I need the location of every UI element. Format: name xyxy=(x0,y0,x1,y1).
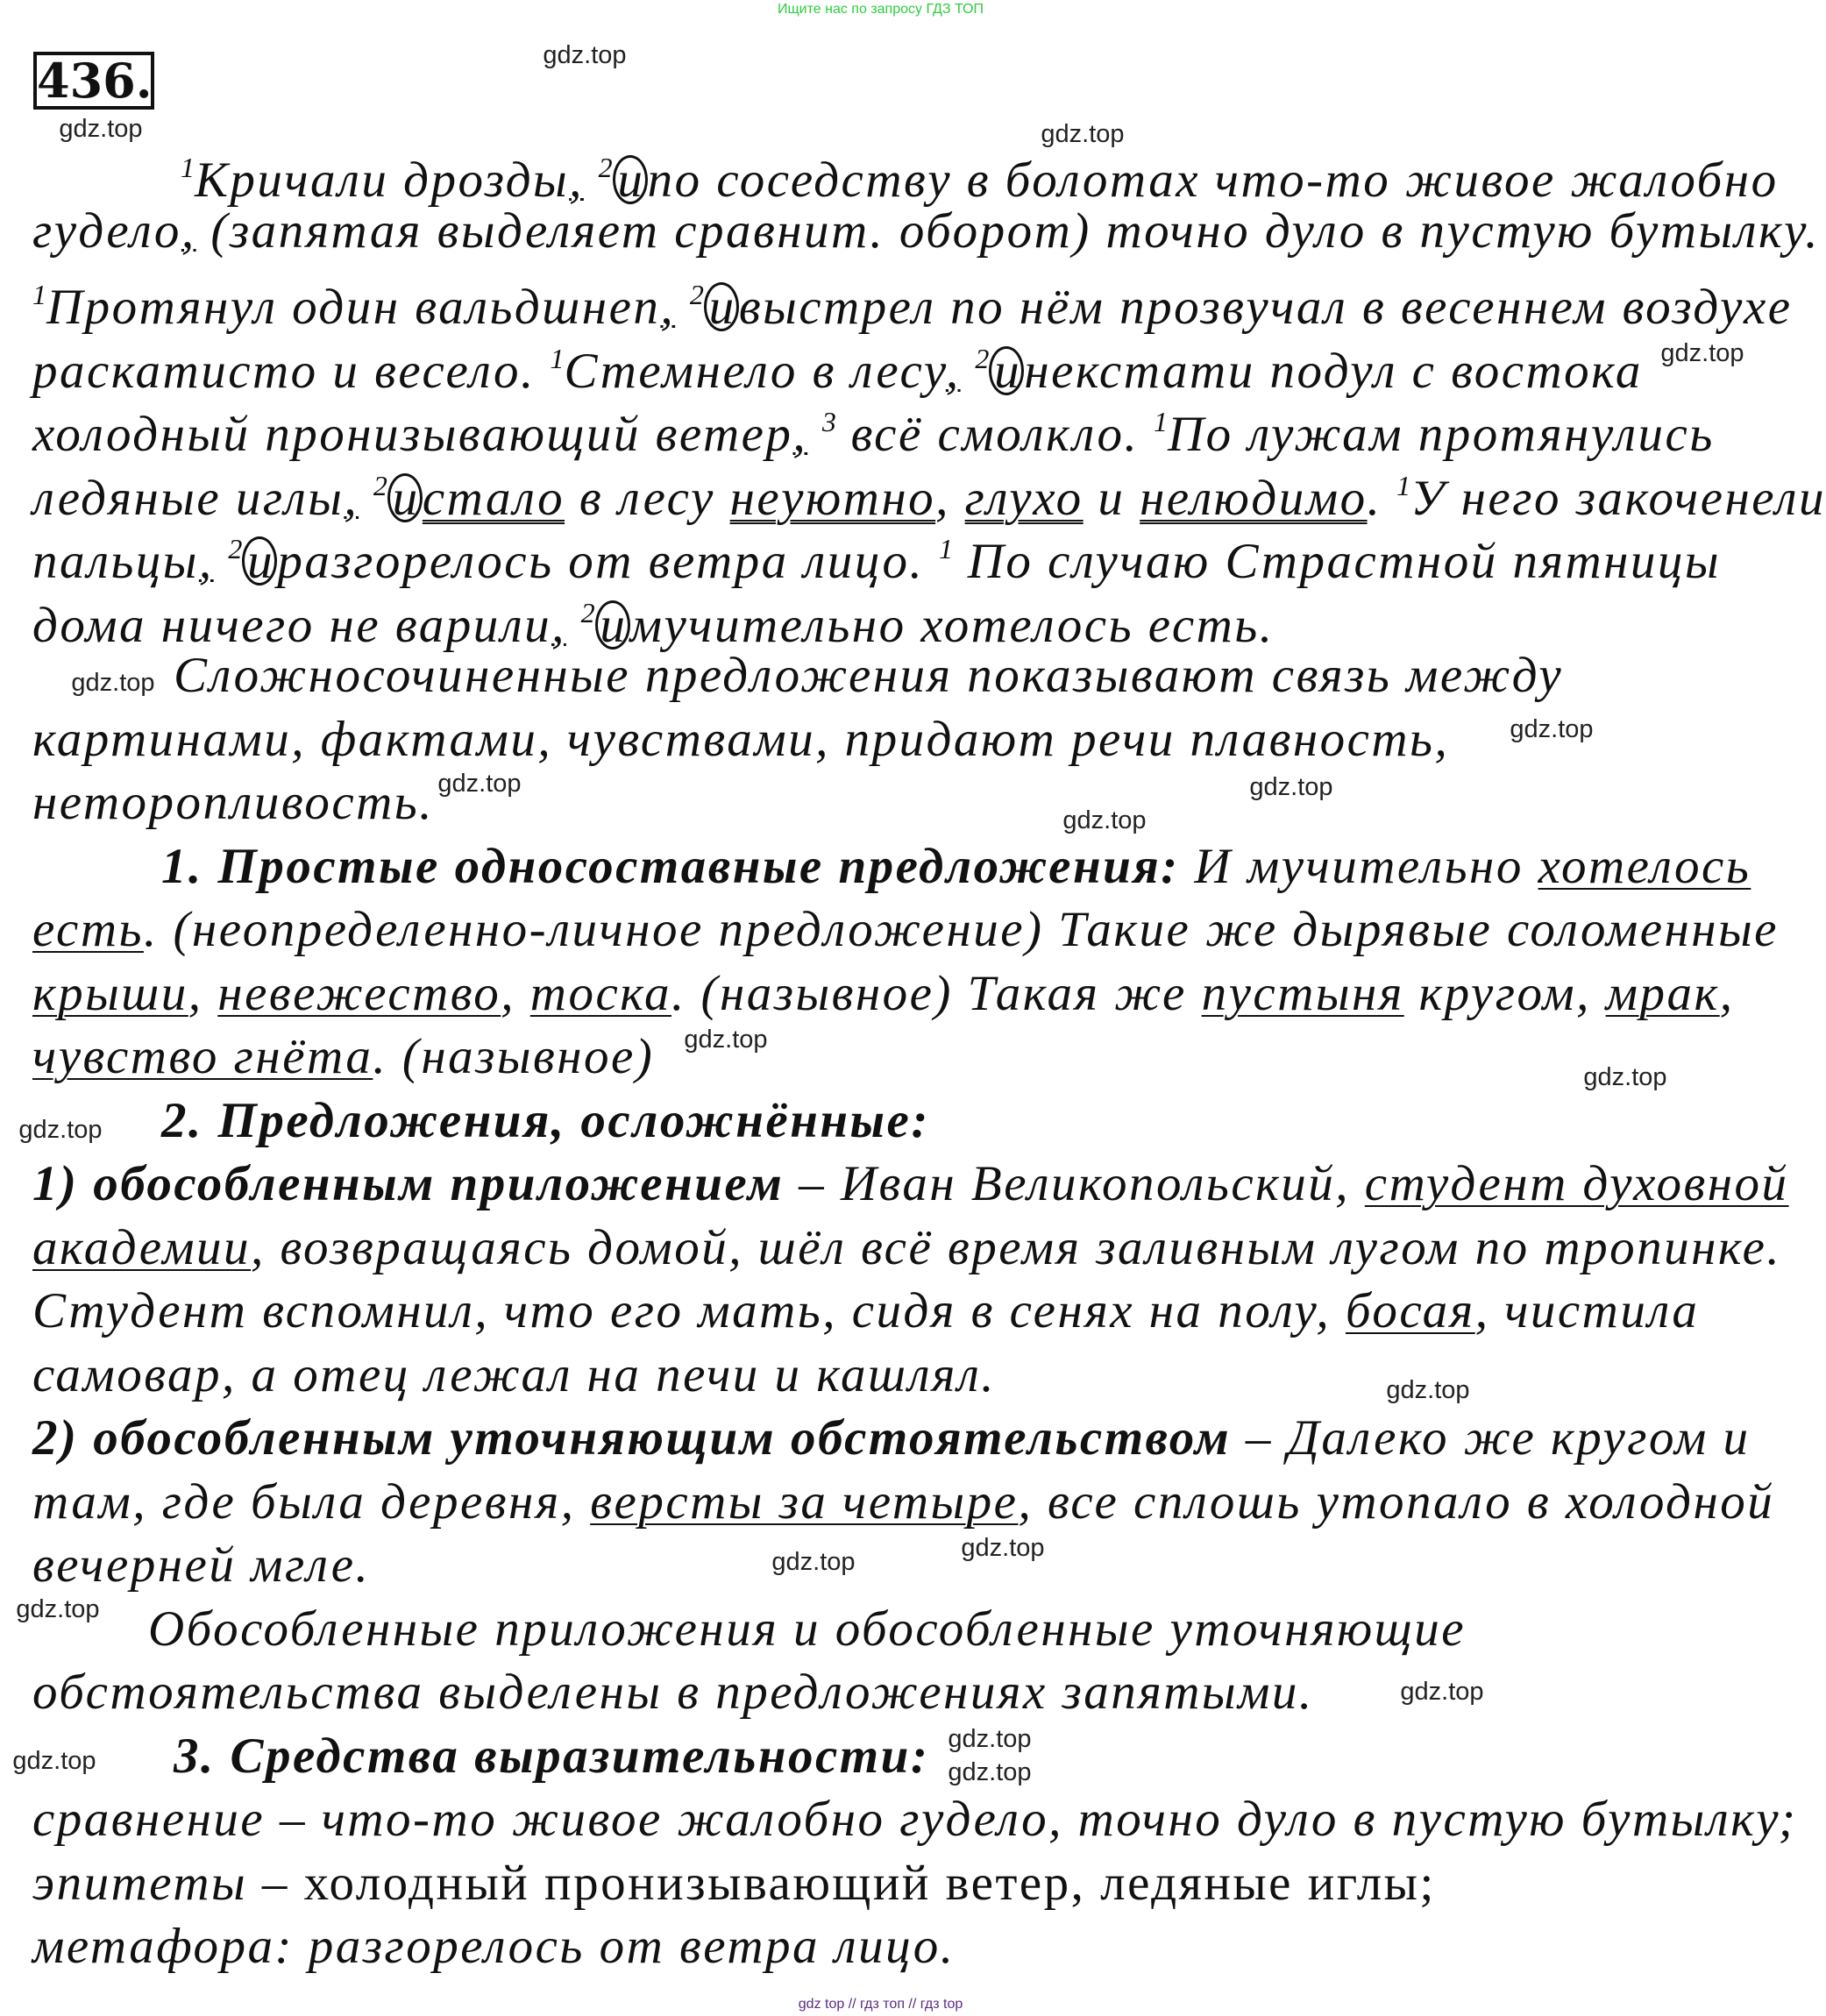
footer-note: gdz top // гдз топ // гдз top xyxy=(798,1997,963,2012)
text-segment: в лесу xyxy=(565,470,730,526)
task-number: 436. xyxy=(33,52,154,110)
text-line xyxy=(32,1344,996,1407)
watermark: gdz.top xyxy=(948,1725,1032,1753)
text-line xyxy=(32,1534,370,1597)
underlined-word: есть xyxy=(32,902,144,957)
text-segment: эпитеты – xyxy=(32,1855,304,1911)
underlined-word: босая xyxy=(1345,1283,1475,1338)
text-segment: картинами, фактами, чувствами, придают речи плавность, xyxy=(32,711,1450,767)
sentence-number: 2 xyxy=(598,152,613,183)
text-segment: обстоятельства выделены в предложениях запятыми. xyxy=(32,1665,1314,1720)
text-line xyxy=(32,1788,1797,1851)
sentence-number: 1 xyxy=(938,533,953,564)
watermark: gdz.top xyxy=(543,41,627,69)
text-segment: , возвращаясь домой, шёл всё время заливным лугом по тропинке. xyxy=(251,1219,1782,1275)
underlined-word: студент духовной xyxy=(1364,1156,1789,1211)
watermark: gdz.top xyxy=(18,1116,103,1144)
predicate-underlined: неуютно xyxy=(729,470,936,526)
watermark: gdz.top xyxy=(1041,120,1125,148)
underlined-word: невежество xyxy=(217,965,501,1021)
watermark: gdz.top xyxy=(1386,1376,1470,1404)
text-segment: пальцы xyxy=(32,534,199,589)
text-segment: сравнение – что-то живое жалобно гудело, точно дуло в пустую бутылку; xyxy=(32,1792,1798,1847)
text-segment: Кричали дрозды xyxy=(195,153,570,208)
text-segment: дома ничего не варили xyxy=(32,597,552,653)
marked-comma: , xyxy=(181,202,196,259)
section-heading: 1) обособленным приложением xyxy=(32,1156,785,1211)
text-segment: всё смолкло. xyxy=(835,407,1154,462)
text-segment: раскатисто и весело. xyxy=(32,343,551,399)
circled-conjunction: и xyxy=(989,346,1024,395)
text-line xyxy=(32,1915,956,1978)
sentence-number: 1 xyxy=(181,152,195,183)
text-segment: метафора: разгорелось от ветра лицо. xyxy=(32,1919,956,1974)
marked-comma: , xyxy=(198,534,214,589)
text-line xyxy=(32,200,1820,263)
watermark: gdz.top xyxy=(71,669,155,697)
text-segment: самовар, а отец лежал на печи и кашлял. xyxy=(32,1346,997,1402)
underlined-word: тоска xyxy=(529,965,671,1021)
underlined-word: чувство гнёта xyxy=(32,1029,373,1084)
circled-conjunction: и xyxy=(242,536,277,586)
upright-text: холодный пронизывающий ветер, ледяные иглы; xyxy=(303,1855,1436,1911)
text-segment: гудело xyxy=(32,202,181,259)
text-segment: ледяные иглы xyxy=(32,470,345,526)
marked-comma: , xyxy=(660,280,676,335)
text-segment: – Далеко же кругом и xyxy=(1231,1410,1751,1466)
text-segment: Обособленные приложения и обособленные уточняющие xyxy=(148,1601,1466,1657)
text-segment: (запятая выделяет сравнит. оборот) точно дуло в пустую бутылку. xyxy=(195,202,1821,259)
marked-comma: , xyxy=(551,597,566,653)
text-segment: , xyxy=(1719,965,1735,1021)
underlined-word: версты за четыре xyxy=(590,1473,1019,1530)
header-note: Ищите нас по запросу ГДЗ ТОП xyxy=(778,2,984,17)
text-line xyxy=(174,644,1563,707)
text-segment: Протянул один вальдшнеп xyxy=(46,280,661,335)
section-heading: 1. Простые односоставные предложения: xyxy=(161,838,1180,894)
circled-conjunction: и xyxy=(595,600,630,650)
text-segment: И мучительно xyxy=(1179,838,1538,894)
marked-comma: , xyxy=(945,343,961,399)
circled-conjunction: и xyxy=(387,473,423,522)
text-segment: По лужам протянулись xyxy=(1167,407,1715,462)
marked-comma: , xyxy=(569,153,584,208)
text-line xyxy=(32,898,1779,962)
text-line xyxy=(32,708,1449,771)
sentence-number: 2 xyxy=(975,342,990,374)
section-heading: 2) обособленным уточняющим обстоятельством xyxy=(32,1410,1232,1466)
watermark: gdz.top xyxy=(437,770,522,798)
text-line xyxy=(32,1217,1781,1280)
text-segment: , чистила xyxy=(1474,1283,1700,1338)
watermark: gdz.top xyxy=(1062,806,1147,834)
sentence-number: 1 xyxy=(32,279,46,310)
watermark: gdz.top xyxy=(1510,715,1594,743)
text-line xyxy=(32,1471,1774,1534)
text-line xyxy=(32,1280,1699,1343)
text-segment: холодный пронизывающий ветер xyxy=(32,407,793,462)
text-line xyxy=(161,835,1751,898)
marked-comma: , xyxy=(344,470,359,526)
watermark: gdz.top xyxy=(16,1595,100,1623)
underlined-word: пустыня xyxy=(1201,965,1404,1021)
predicate-underlined: нелюдимо xyxy=(1140,470,1368,526)
text-line xyxy=(174,1725,929,1788)
text-segment: кругом, xyxy=(1403,965,1606,1021)
sentence-number: 3 xyxy=(821,406,836,437)
text-segment: По случаю Страстной пятницы xyxy=(952,534,1721,589)
text-segment: Студент вспомнил, что его мать, сидя в сенях на полу, xyxy=(32,1283,1346,1338)
watermark: gdz.top xyxy=(1249,773,1333,801)
text-segment: и xyxy=(1083,470,1140,526)
watermark: gdz.top xyxy=(1660,339,1744,367)
text-segment: разгорелось от ветра лицо. xyxy=(277,534,939,589)
watermark: gdz.top xyxy=(1400,1678,1484,1706)
underlined-word: хотелось xyxy=(1538,838,1751,894)
text-segment: , все сплошь утопало в холодной xyxy=(1018,1473,1775,1530)
sentence-number: 2 xyxy=(228,533,243,564)
text-segment: , xyxy=(935,470,965,526)
watermark: gdz.top xyxy=(1583,1063,1667,1091)
text-segment: мучительно хотелось есть. xyxy=(629,597,1275,653)
text-segment: Стемнело в лесу xyxy=(564,343,946,399)
watermark: gdz.top xyxy=(12,1747,96,1775)
text-line xyxy=(32,1661,1314,1724)
text-line xyxy=(148,1598,1466,1661)
watermark: gdz.top xyxy=(684,1026,768,1054)
text-segment: выстрел по нём прозвучал в весеннем воздухе xyxy=(738,280,1793,335)
text-line xyxy=(32,1026,654,1089)
predicate-underlined: стало xyxy=(422,470,565,526)
sentence-number: 1 xyxy=(1396,469,1411,501)
circled-conjunction: и xyxy=(613,155,648,204)
text-segment: . xyxy=(1367,470,1397,526)
sentence-number: 1 xyxy=(550,342,565,374)
text-segment: по соседству в болотах что-то живое жалобно xyxy=(647,153,1779,208)
text-line xyxy=(32,1852,1436,1915)
predicate-underlined: глухо xyxy=(964,470,1084,526)
text-segment: . (неопределенно-личное предложение) Такие же дырявые соломенные xyxy=(143,902,1779,957)
text-segment: . (назывное) xyxy=(373,1029,655,1084)
watermark: gdz.top xyxy=(961,1534,1045,1562)
text-segment: там, где была деревня, xyxy=(32,1473,591,1530)
text-segment: вечерней мгле. xyxy=(32,1537,371,1593)
text-segment: , xyxy=(501,965,530,1021)
sentence-number: 1 xyxy=(1153,406,1168,437)
section-heading: 2. Предложения, осложнённые: xyxy=(161,1092,930,1148)
underlined-word: мрак xyxy=(1605,965,1720,1021)
text-segment: неторопливость. xyxy=(32,775,434,830)
text-segment: У него закоченели xyxy=(1410,470,1826,526)
sentence-number: 2 xyxy=(373,469,387,501)
watermark: gdz.top xyxy=(59,115,143,143)
text-line xyxy=(161,1090,930,1153)
watermark: gdz.top xyxy=(948,1758,1032,1786)
marked-comma: , xyxy=(792,407,808,462)
sentence-number: 2 xyxy=(580,596,595,628)
circled-conjunction: и xyxy=(704,282,739,331)
section-heading: 3. Средства выразительности: xyxy=(174,1728,930,1784)
text-segment: – Иван Великопольский, xyxy=(784,1156,1365,1211)
text-line xyxy=(32,962,1734,1026)
text-segment: Сложносочиненные предложения показывают связь между xyxy=(174,648,1564,703)
watermark: gdz.top xyxy=(771,1548,856,1576)
text-segment: некстати подул с востока xyxy=(1024,343,1643,399)
text-line xyxy=(32,1153,1789,1216)
text-segment: , xyxy=(188,965,218,1021)
text-line xyxy=(32,771,434,834)
sentence-number: 2 xyxy=(689,279,704,310)
text-line xyxy=(32,1407,1750,1470)
underlined-word: академии xyxy=(32,1219,252,1275)
underlined-word: крыши xyxy=(32,965,188,1021)
text-segment: . (назывное) Такая же xyxy=(671,965,1202,1021)
